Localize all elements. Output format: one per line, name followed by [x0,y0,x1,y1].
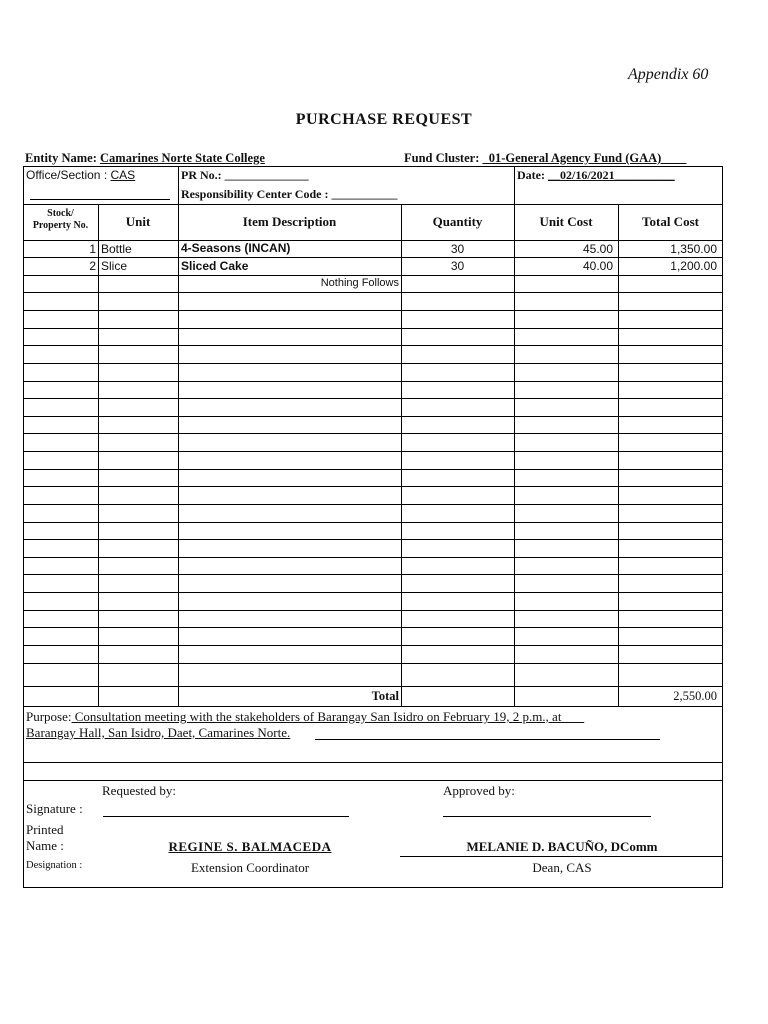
printed-label-line2: Name : [26,838,64,853]
signature-label: Signature : [26,801,83,816]
row-1-unit: Bottle [101,242,132,256]
entity-label: Entity Name: [25,151,97,165]
col-header-stock-line2: Property No. [32,220,89,231]
date-divider [514,166,515,204]
printed-label-line1: Printed [26,822,64,837]
total-value: 2,550.00 [673,689,717,703]
requester-signature-line [103,816,349,817]
approved-by-label: Approved by: [443,783,515,798]
col-header-unit-cost: Unit Cost [539,214,593,229]
col-header-quantity: Quantity [432,214,483,229]
approver-signature-line [443,816,651,817]
purpose-line-1 [26,709,584,725]
purpose-text-2: Barangay Hall, San Isidro, Daet, Camarines Norte. [26,725,291,740]
col-divider [514,204,515,706]
requester-name: REGINE S. BALMACEDA [168,839,332,854]
office-blank-line [30,199,170,200]
row-1-stock: 1 [89,242,96,256]
col-divider [618,204,619,706]
office-divider [178,166,179,204]
row-1-quantity: 30 [450,242,465,256]
fund-cluster [404,151,686,166]
requester-designation: Extension Coordinator [190,860,310,875]
signatory-rule [23,780,723,781]
row-2-quantity: 30 [450,259,465,273]
purpose-rule [23,762,723,763]
approver-name: MELANIE D. BACUÑO, DComm [466,839,658,854]
row-2-unit: Slice [101,259,128,273]
requested-by-label: Requested by: [102,783,177,798]
row-1-total-cost: 1,350.00 [670,242,717,256]
appendix-label: Appendix 60 [628,66,709,83]
nothing-follows-note: Nothing Follows [320,277,399,289]
responsibility-center-code: Responsibility Center Code : ___________ [181,187,398,201]
col-header-description: Item Description [242,214,337,229]
office-label: Office/Section : [26,168,108,182]
row-2-stock: 2 [89,259,96,273]
col-header-unit: Unit [125,214,151,229]
approver-name-line [400,856,723,857]
approver-designation: Dean, CAS [532,860,592,875]
purpose-blank-line [315,739,660,740]
col-header-stock-line1: Stock/ [47,208,74,219]
row-2-description: Sliced Cake [181,259,249,273]
pr-number: PR No.: ______________ [181,168,309,182]
row-1-description: 4-Seasons (INCAN) [181,241,291,255]
entity-name [25,151,265,166]
office-value: CAS [110,168,136,182]
fund-label: Fund Cluster: [404,151,480,165]
total-rule [23,706,723,707]
entity-value: Camarines Norte State College [100,151,265,165]
office-section [26,168,135,182]
row-2-unit-cost: 40.00 [582,259,613,273]
col-divider [401,204,402,706]
date-field [517,168,675,183]
date-label: Date: [517,168,545,182]
printed-name-label [26,822,64,854]
purpose-label: Purpose: [26,709,72,724]
col-header-stock [23,208,98,232]
fund-value: _01-General Agency Fund (GAA)____ [482,151,687,165]
page-title: PURCHASE REQUEST [295,111,473,128]
row-2-total-cost: 1,200.00 [670,259,717,273]
purpose-line-2 [26,725,290,741]
col-divider [98,204,99,706]
designation-label: Designation : [26,860,83,871]
purpose-text-1: Consultation meeting with the stakeholders of Barangay San Isidro on February 19, 2 p.m., at [71,709,562,724]
col-header-total-cost: Total Cost [642,214,699,229]
total-label: Total [371,689,399,703]
date-value: __02/16/2021__________ [547,168,675,182]
row-1-unit-cost: 45.00 [582,242,613,256]
